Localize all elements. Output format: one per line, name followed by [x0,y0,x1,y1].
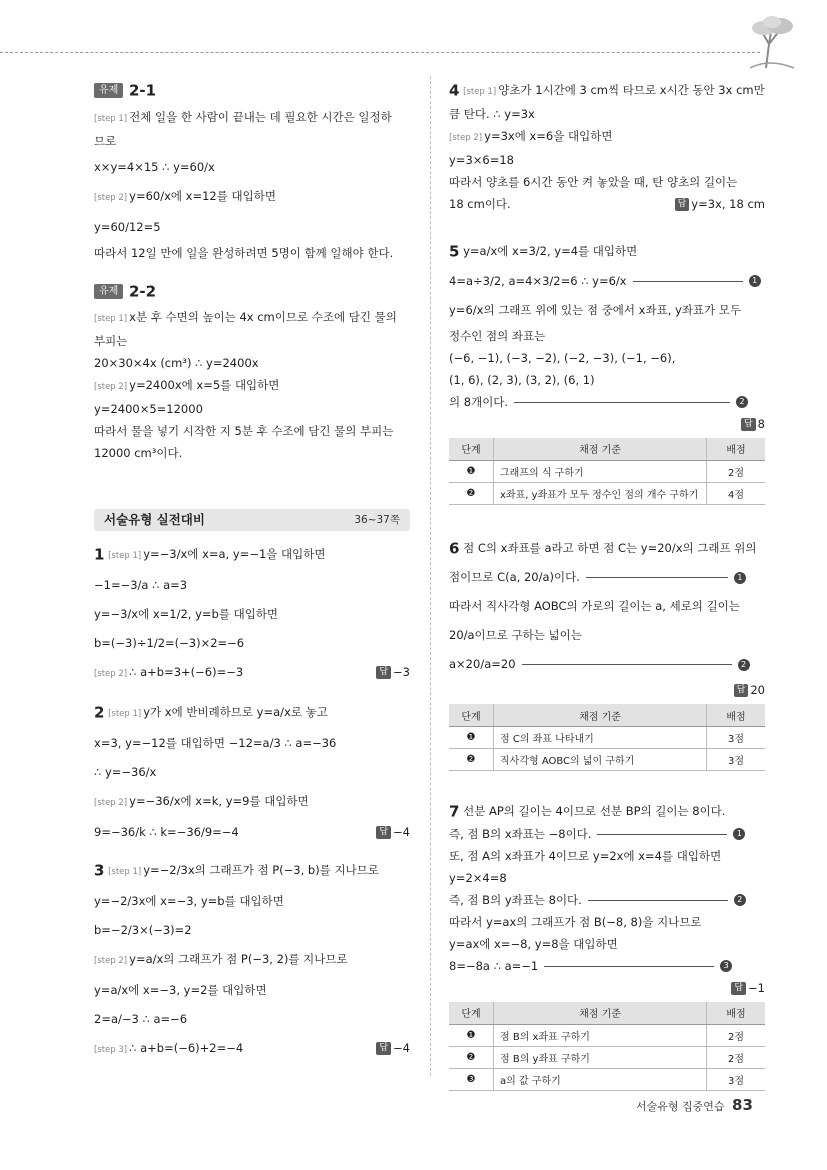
leader-line [522,664,732,665]
problem-number: 2 [94,703,105,722]
column-divider [430,76,431,1076]
equation-line: y=−3/x에 x=1/2, y=b를 대입하면 [94,607,279,621]
solution-line: x분 후 수면의 높이는 4x cm이므로 수조에 담긴 물의 [129,310,397,324]
solution-line: 양초가 1시간에 3 cm씩 타므로 x시간 동안 3x cm만 [498,83,765,97]
answer-badge: 답 [741,418,756,431]
page-footer [636,1096,753,1114]
problem-1 [94,541,410,687]
solution-line: y=2400x에 x=5를 대입하면 [129,378,280,392]
step-label: [step 1] [108,709,142,719]
equation-line: b=−2/3×(−3)=2 [94,923,192,937]
solution-line: (−6, −1), (−3, −2), (−2, −3), (−1, −6), [449,350,676,365]
table-cell: 2점 [707,1046,766,1068]
step-label: [step 2] [94,192,128,203]
solution-line: 즉, 점 B의 y좌표는 8이다. [449,892,582,907]
exercise-2-2 [94,281,410,464]
solution-line: y=−2/3x의 그래프가 점 P(−3, b)를 지나므로 [143,863,379,877]
step-label: [step 2] [94,382,128,392]
equation-line: y=a/x에 x=−3, y=2를 대입하면 [94,983,267,997]
table-cell: x좌표, y좌표가 모두 정수인 점의 개수 구하기 [494,482,707,504]
equation-line: y=2×4=8 [449,870,507,885]
table-cell: 직사각형 AOBC의 넓이 구하기 [494,749,707,771]
tree-illustration-icon [736,14,802,70]
solution-line: y=a/x의 그래프가 점 P(−3, 2)를 지나므로 [129,952,348,966]
table-cell: 점 B의 y좌표 구하기 [494,1046,707,1068]
solution-line: y=6/x의 그래프 위에 있는 점 중에서 x좌표, y좌표가 모두 [449,302,742,317]
table-cell: ❶ [449,460,494,482]
scoring-table [449,704,765,771]
table-cell: ❷ [449,749,494,771]
step-label: [step 1] [94,314,128,324]
problem-number: 6 [449,539,460,557]
step-label: [step 2] [94,669,128,679]
step-label: [step 3] [94,1045,128,1055]
step-label: [step 2] [94,956,128,966]
table-cell: 3점 [707,1068,766,1090]
footer-text: 서술유형 집중연습 [636,1100,725,1113]
table-header: 단계 [449,704,494,727]
table-cell: ❸ [449,1068,494,1090]
equation-line: 4=a÷3/2, a=4×3/2=6 ∴ y=6/x [449,273,627,288]
solution-line: 정수인 점의 좌표는 [449,328,546,343]
exercise-badge: 유제 [94,83,123,98]
step-label: [step 1] [463,87,497,97]
table-cell: 그래프의 식 구하기 [494,460,707,482]
answer-value: −1 [748,980,765,995]
equation-line: a×20/a=20 [449,657,516,671]
criterion-marker-2: 2 [734,894,746,906]
table-cell: 3점 [707,749,766,771]
leader-line [588,900,728,901]
solution-line: 선분 AP의 길이는 4이므로 선분 BP의 길이는 8이다. [463,804,726,818]
leader-line [514,402,730,403]
table-header: 채점 기준 [494,438,707,461]
solution-line: y가 x에 반비례하므로 y=a/x로 놓고 [143,705,328,719]
solution-line: y=−3/x에 x=a, y=−1을 대입하면 [143,547,326,561]
equation-line: 2=a/−3 ∴ a=−6 [94,1012,188,1026]
table-header: 단계 [449,1002,494,1025]
solution-line: 따라서 양초를 6시간 동안 켜 놓았을 때, 탄 양초의 길이는 [449,175,738,189]
table-cell: ❶ [449,1024,494,1046]
solution-line: 의 8개이다. [449,394,509,409]
exercise-number: 2-2 [128,282,157,300]
exercise-number: 2-1 [128,81,157,100]
solution-line: 따라서 y=ax의 그래프가 점 B(−8, 8)을 지나므로 [449,914,702,929]
equation-line: 20×30×4x (cm³) ∴ y=2400x [94,356,259,370]
solution-line: y=a/x에 x=3/2, y=4를 대입하면 [463,244,638,258]
right-column [449,78,765,1091]
leader-line [597,834,727,835]
solution-line: 따라서 12일 만에 일을 완성하려면 5명이 함께 일해야 한다. [94,245,394,260]
leader-line [633,281,743,282]
table-header: 배점 [707,704,766,727]
answer-value: 20 [750,683,765,697]
step-label: [step 1] [94,113,128,124]
leader-line [586,577,728,578]
solution-line: y=ax에 x=−8, y=8을 대입하면 [449,936,618,951]
criterion-marker-2: 2 [738,659,750,671]
step-label: [step 1] [108,867,142,877]
solution-line: ∴ a+b=(−6)+2=−4 [129,1041,244,1055]
page-number: 83 [732,1096,753,1114]
equation-line: b=(−3)÷1/2=(−3)×2=−6 [94,636,245,650]
problem-6 [449,535,765,772]
solution-line: y=60/x에 x=12를 대입하면 [129,188,276,203]
equation-line: ∴ y=−36/x [94,765,157,779]
table-header: 채점 기준 [494,1002,707,1025]
scoring-table [449,438,765,505]
problem-4 [449,80,765,214]
problem-number: 3 [94,861,105,880]
scoring-table [449,1002,765,1091]
exercise-badge: 유제 [94,284,123,299]
table-cell: 점 B의 x좌표 구하기 [494,1024,707,1046]
solution-line: 20/a이므로 구하는 넓이는 [449,628,582,642]
problem-3 [94,857,410,1063]
problem-number: 5 [449,242,460,261]
solution-line: 큼 탄다. ∴ y=3x [449,107,535,121]
table-header: 채점 기준 [494,704,707,727]
table-cell: ❷ [449,482,494,504]
section-title: 서술유형 실전대비 [104,512,205,527]
criterion-marker-1: 1 [749,275,761,287]
solution-line: 따라서 직사각형 AOBC의 가로의 길이는 a, 세로의 길이는 [449,599,740,613]
exercise-2-1 [94,80,410,263]
problem-5 [449,238,765,505]
table-cell: a의 값 구하기 [494,1068,707,1090]
leader-line [544,966,714,967]
problem-2 [94,699,410,845]
table-cell: 2점 [707,460,766,482]
problem-number: 1 [94,545,105,564]
problem-number: 7 [449,802,460,821]
table-header: 배점 [707,1002,766,1025]
criterion-marker-2: 2 [736,396,748,408]
problem-7 [449,801,765,1091]
answer-value: −3 [393,665,410,679]
table-row [449,727,765,749]
solution-line: 즉, 점 B의 x좌표는 −8이다. [449,826,592,841]
table-cell: ❶ [449,727,494,749]
answer-badge: 답 [376,826,391,839]
step-label: [step 1] [108,551,142,561]
equation-line: 9=−36/k ∴ k=−36/9=−4 [94,825,239,839]
problem-number: 4 [449,81,460,100]
criterion-marker-1: 1 [734,572,746,584]
step-label: [step 2] [94,798,128,808]
solution-line: 부피는 [94,334,128,348]
table-cell: 3점 [707,727,766,749]
solution-line: (1, 6), (2, 3), (3, 2), (6, 1) [449,372,595,387]
table-cell: 2점 [707,1024,766,1046]
solution-line: 전체 일을 한 사람이 끝내는 데 필요한 시간은 일정하 [129,109,392,124]
answer-value: 8 [757,416,765,431]
table-cell: 4점 [707,482,766,504]
solution-line: 12000 cm³이다. [94,446,183,460]
table-header: 배점 [707,438,766,461]
solution-line: 18 cm이다. [449,197,511,211]
equation-line: y=60/12=5 [94,219,161,234]
table-cell: ❷ [449,1046,494,1068]
solution-line: ∴ a+b=3+(−6)=−3 [129,665,244,679]
answer-badge: 답 [376,1042,391,1055]
equation-line: x=3, y=−12를 대입하면 −12=a/3 ∴ a=−36 [94,736,337,750]
table-row [449,1068,765,1090]
equation-line: x×y=4×15 ∴ y=60/x [94,159,215,174]
equation-line: 점이므로 C(a, 20/a)이다. [449,570,580,584]
answer-badge: 답 [675,198,690,211]
equation-line: −1=−3/a ∴ a=3 [94,578,188,592]
section-header [94,509,410,531]
answer-value: −4 [393,825,410,839]
solution-line: 므로 [94,133,117,148]
equation-line: 8=−8a ∴ a=−1 [449,958,539,973]
solution-line: 따라서 물을 넣기 시작한 지 5분 후 수조에 담긴 물의 부피는 [94,424,394,438]
step-label: [step 2] [449,133,483,143]
top-dashed-rule [0,52,760,53]
answer-value: −4 [393,1041,410,1055]
table-row [449,460,765,482]
answer-value: y=3x, 18 cm [691,197,765,211]
section-pages: 36~37쪽 [354,514,400,526]
solution-line: y=−36/x에 x=k, y=9를 대입하면 [129,794,309,808]
table-row [449,1024,765,1046]
answer-badge: 답 [376,666,391,679]
equation-line: y=−2/3x에 x=−3, y=b를 대입하면 [94,894,284,908]
left-column [94,78,410,1066]
solution-line: 또, 점 A의 x좌표가 4이므로 y=2x에 x=4를 대입하면 [449,848,722,863]
criterion-marker-1: 1 [733,828,745,840]
answer-badge: 답 [734,684,749,697]
table-row [449,749,765,771]
table-row [449,482,765,504]
solution-line: y=3x에 x=6을 대입하면 [484,129,613,143]
table-row [449,1046,765,1068]
equation-line: y=3×6=18 [449,153,514,167]
solution-line: 점 C의 x좌표를 a라고 하면 점 C는 y=20/x의 그래프 위의 [463,540,757,555]
answer-badge: 답 [731,982,746,995]
criterion-marker-3: 3 [720,960,732,972]
equation-line: y=2400×5=12000 [94,402,203,416]
table-header: 단계 [449,438,494,461]
table-cell: 점 C의 좌표 나타내기 [494,727,707,749]
